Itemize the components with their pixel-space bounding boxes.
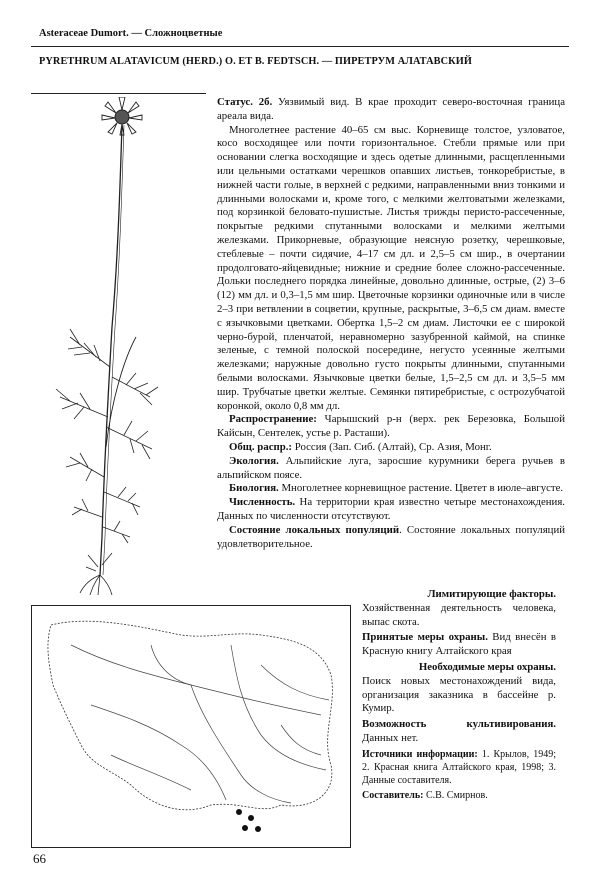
measures-needed-text: Поиск новых местонахождений вида, организация заказника в бассейне р. Кумир. xyxy=(362,674,556,715)
header-rule xyxy=(31,46,569,47)
measures-needed-heading: Необходимые меры охраны. xyxy=(418,660,556,673)
population-paragraph: Состояние локальных популяций. Состояние локальных популяций удовлетворительное. xyxy=(217,523,565,550)
compiler-paragraph: Составитель: С.В. Смирнов. xyxy=(362,789,488,801)
page-number: 66 xyxy=(33,851,46,866)
main-text-column xyxy=(217,96,565,551)
biology-paragraph: Биология. Многолетнее корневищное растение. Цветет в июле–августе. xyxy=(229,482,564,495)
limiting-heading: Лимитирующие факторы. xyxy=(427,588,556,600)
sources-paragraph: Источники информации: 1. Крылов, 1949; 2. Красная книга Алтайского края, 1998; 3. Данные составителя. xyxy=(362,748,556,786)
status-paragraph: Статус. 2б. Уязвимый вид. В крае проходит северо-восточная граница ареала вида. xyxy=(217,96,565,122)
main-stem xyxy=(100,125,122,575)
description-paragraph: Многолетнее растение 40–65 см выс. Корневище толстое, узловатое, косо восходящее или почти горизонтальное. Стебли прямые или при основании слегка восходящие и здесь одетые длинными, расщепленными или цельными остатками черешков опавших листьев, тонкоребристые, в нижней части голые, в верхней с редкими, направленными вниз тонкими и длинными волосками и, кроме того, с мелкими желтоватыми железками, под корзинкой беловато-пушистые. Листья трижды перисто-рассеченные, покрытые редкими спутанными волосками и мелкими желтыми железками. Прикорневые, образующие неясную розетку, черешковые, стеблевые – почти сидячие, 4–17 см дл. и 2,5–5 см шир., в очертании продолговато-яйцевидные; нижние и средние более сложно-рассеченные. Дольки последнего порядка линейные, довольно длинные, острые, (2) 3–6 (12) мм дл. и 0,3–1,5 мм шир. Цветочные корзинки одиночные или в числе 2–3 при ветвлении в соцветии, крупные, раскрытые, 3–6,5 см диам. вместе с язычковыми цветками. Обертка 1,5–2 см диам. Листочки ее с широкой черно-бурой, пленчатой, неравномерно зазубренной каймой, на спинке зеленые, с темной полоской посередине, негусто усеянные желтыми железками; наружные довольно густо покрыты длинными, спутанными белыми волосками. Язычковые цветки белые, 1,5–2,5 см дл. и 3,5–5 мм шир. Трубчатые цветки желтые. Семянки пятиребристые, с остроzубчатой коронкой, около 0,8 мм дл. xyxy=(217,123,565,412)
family-title: Asteraceae Dumort. — Сложноцветные xyxy=(39,28,223,39)
distribution-paragraph: Распространение: Чарышский р-н (верх. рек Березовка, Большой Кайсын, Сентелек, устье р. Расташи). xyxy=(217,413,565,440)
limiting-text: Хозяйственная деятельность человека, выпас скота. xyxy=(362,601,556,628)
left-rule xyxy=(31,93,206,94)
root-system xyxy=(80,553,112,595)
general-distribution-paragraph: Общ. распр.: Россия (Зап. Сиб. (Алтай), Ср. Азия, Монг. xyxy=(229,440,492,453)
ecology-paragraph: Экология. Альпийские луга, заросшие курумники берега ручьев в альпийском поясе. xyxy=(217,454,565,481)
side-text-column xyxy=(362,588,556,804)
species-title: PYRETHRUM ALATAVICUM (HERD.) O. ET B. FEDTSCH. — ПИРЕТРУМ АЛАТАВСКИЙ xyxy=(39,56,472,67)
abundance-paragraph: Численность. На территории края известно четыре местонахождения. Данных по численности отсутствуют. xyxy=(217,496,565,522)
cultivation-paragraph: Возможность культивирования. Данных нет. xyxy=(362,718,556,744)
plant-illustration xyxy=(40,97,210,597)
running-header xyxy=(39,28,569,39)
measures-taken-paragraph: Принятые меры охраны. Вид внесён в Красную книгу Алтайского края xyxy=(362,631,556,658)
distribution-map xyxy=(31,605,351,848)
